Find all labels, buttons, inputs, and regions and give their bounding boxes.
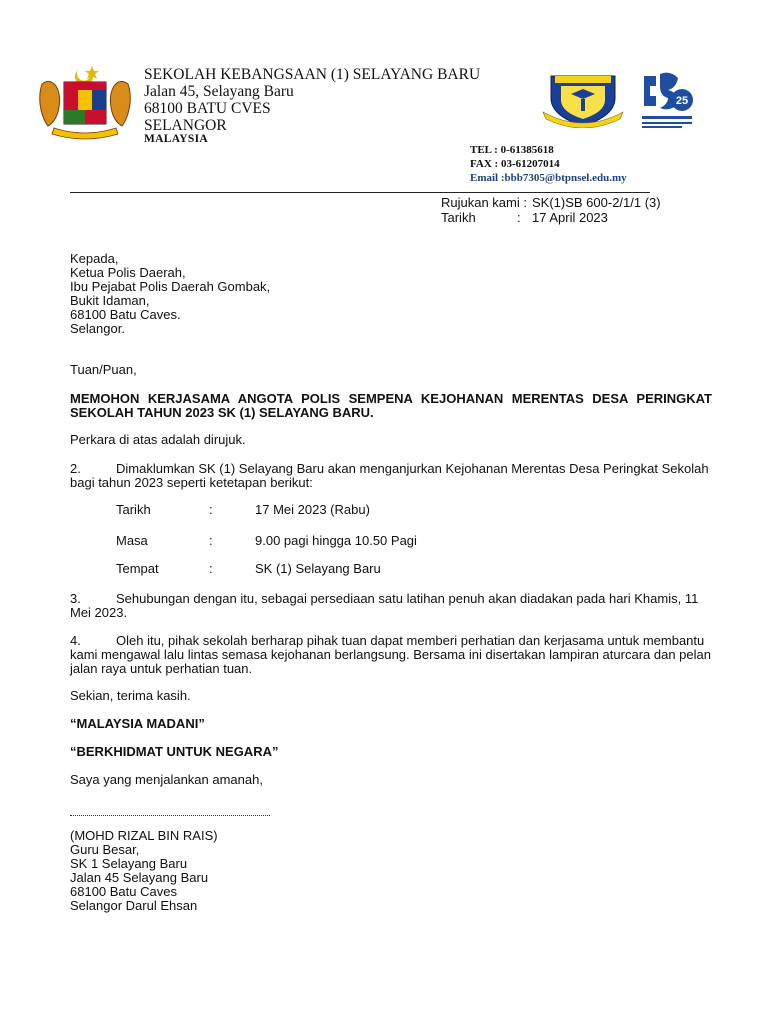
paragraph-2-line: bagi tahun 2023 seperti ketetapan berikut: xyxy=(70,475,313,490)
malaysia-coat-of-arms-icon xyxy=(36,64,134,142)
signature-line-text: Guru Besar, xyxy=(70,842,140,857)
paragraph-2-number: 2. xyxy=(70,461,81,476)
signature-line xyxy=(70,815,270,816)
recipient-line: Ibu Pejabat Polis Daerah Gombak, xyxy=(70,279,271,294)
paragraph-4-line: kami mengawal lalu lintas semasa kejohanan berlangsung. Bersama ini disertakan lampiran aturcara dan pelan xyxy=(70,647,711,662)
signature-line-text: Jalan 45 Selayang Baru xyxy=(70,870,209,885)
subject: MEMOHON KERJASAMA ANGOTA POLIS SEMPENA KEJOHANAN MERENTAS DESA PERINGKAT SEKOLAH TAHUN 2023 SK (1) SELAYANG BARU. xyxy=(70,391,712,421)
paragraph-3-number: 3. xyxy=(70,591,81,606)
address-line1: Jalan 45, Selayang Baru xyxy=(144,83,294,100)
ref-value: SK(1)SB 600-2/1/1 (3) xyxy=(532,195,661,210)
ref-label: Rujukan kami : xyxy=(441,195,527,210)
detail-colon: : xyxy=(209,533,213,548)
signature-line-text: SK 1 Selayang Baru xyxy=(70,856,188,871)
trust-line: Saya yang menjalankan amanah, xyxy=(70,772,263,787)
letterhead-divider xyxy=(70,192,650,193)
detail-label: Masa xyxy=(116,533,148,548)
signature-line-text: (MOHD RIZAL BIN RAIS) xyxy=(70,828,218,843)
recipient-line: Kepada, xyxy=(70,251,119,266)
school-name: SEKOLAH KEBANGSAAN (1) SELAYANG BARU xyxy=(144,66,481,83)
salutation: Tuan/Puan, xyxy=(70,362,137,377)
paragraph-3-line: Mei 2023. xyxy=(70,605,128,620)
recipient-line: Bukit Idaman, xyxy=(70,293,150,308)
address-line2: 68100 BATU CVES xyxy=(144,100,271,117)
recipient-line: 68100 Batu Caves. xyxy=(70,307,181,322)
detail-value: 17 Mei 2023 (Rabu) xyxy=(255,502,370,517)
signature-line-text: Selangor Darul Ehsan xyxy=(70,898,198,913)
paragraph-4-number: 4. xyxy=(70,633,81,648)
email-address[interactable]: Email :bbb7305@btpnsel.edu.my xyxy=(470,172,627,184)
school-crest-icon xyxy=(541,72,625,128)
paragraph-4-line: Oleh itu, pihak sekolah berharap pihak tuan dapat memberi perhatian dan kerjasama untuk membantu xyxy=(116,633,705,648)
detail-colon: : xyxy=(209,561,213,576)
detail-colon: : xyxy=(209,502,213,517)
motto-berkhidmat: “BERKHIDMAT UNTUK NEGARA” xyxy=(70,744,279,759)
paragraph-2-line: Dimaklumkan SK (1) Selayang Baru akan menganjurkan Kejohanan Merentas Desa Peringkat Sekolah xyxy=(116,461,709,476)
paragraph-3-line: Sehubungan dengan itu, sebagai persediaan satu latihan penuh akan diadakan pada hari Khamis, 11 xyxy=(116,591,699,606)
motto-malaysia-madani: “MALAYSIA MADANI” xyxy=(70,716,205,731)
date-colon: : xyxy=(517,210,521,225)
paragraph-1: Perkara di atas adalah dirujuk. xyxy=(70,432,246,447)
signature-line-text: 68100 Batu Caves xyxy=(70,884,177,899)
svg-text:25: 25 xyxy=(675,95,689,107)
date-value: 17 April 2023 xyxy=(532,210,608,225)
detail-label: Tempat xyxy=(116,561,159,576)
recipient-line: Selangor. xyxy=(70,321,125,336)
detail-label: Tarikh xyxy=(116,502,151,517)
detail-value: SK (1) Selayang Baru xyxy=(255,561,381,576)
fax-number: FAX : 03-61207014 xyxy=(470,158,560,170)
recipient-line: Ketua Polis Daerah, xyxy=(70,265,186,280)
address-country: MALAYSIA xyxy=(144,133,208,145)
ppd-logo-icon xyxy=(638,70,696,132)
tel-number: TEL : 0-61385618 xyxy=(470,144,554,156)
closing: Sekian, terima kasih. xyxy=(70,688,191,703)
paragraph-4-line: jalan raya untuk perhatian tuan. xyxy=(70,661,253,676)
detail-value: 9.00 pagi hingga 10.50 Pagi xyxy=(255,533,417,548)
address-line3: SELANGOR xyxy=(144,117,227,134)
date-label: Tarikh xyxy=(441,210,476,225)
